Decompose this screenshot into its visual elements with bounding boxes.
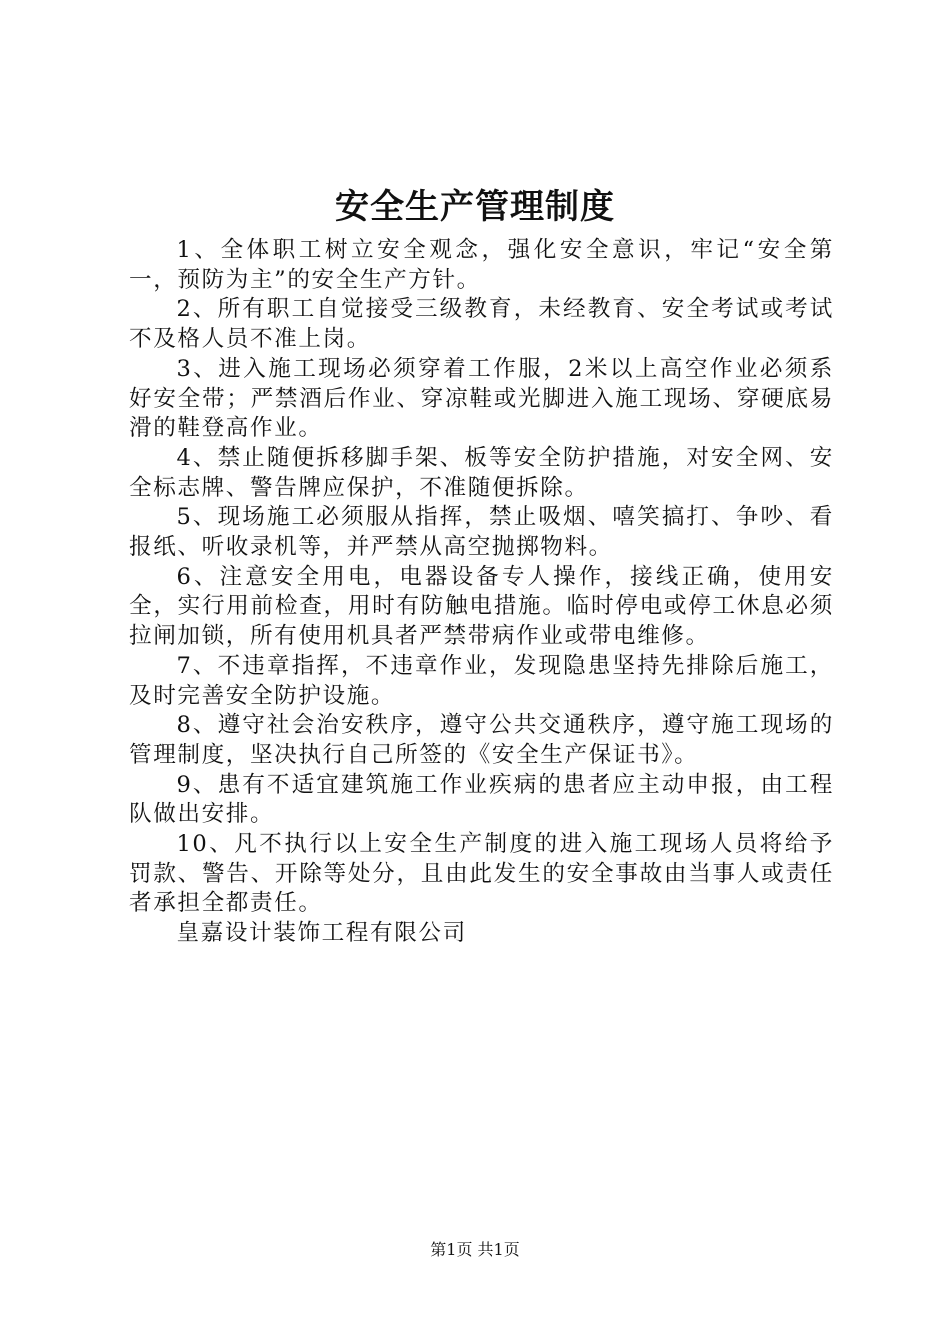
rule-paragraph-2: 2、所有职工自觉接受三级教育，未经教育、安全考试或考试不及格人员不准上岗。 [129,296,834,353]
document-body [129,236,834,949]
page-footer: 第1页 共1页 [430,1240,520,1259]
rule-paragraph-5: 5、现场施工必须服从指挥，禁止吸烟、嘻笑搞打、争吵、看报纸、听收录机等，并严禁从高空抛掷物料。 [129,504,834,561]
company-signature: 皇嘉设计装饰工程有限公司 [176,920,467,947]
rule-paragraph-8: 8、遵守社会治安秩序，遵守公共交通秩序，遵守施工现场的管理制度，坚决执行自己所签的《安全生产保证书》。 [129,712,834,768]
document-title: 安全生产管理制度 [335,187,615,227]
rule-paragraph-6: 6、注意安全用电，电器设备专人操作，接线正确，使用安全，实行用前检查，用时有防触电措施。临时停电或停工休息必须拉闸加锁，所有使用机具者严禁带病作业或带电维修。 [129,563,834,650]
rule-paragraph-1: 1、全体职工树立安全观念，强化安全意识，牢记“安全第一，预防为主”的安全生产方针。 [129,237,834,293]
rule-paragraph-10: 10、凡不执行以上安全生产制度的进入施工现场人员将给予罚款、警告、开除等处分，且由此发生的安全事故由当事人或责任者承担全都责任。 [129,831,834,917]
rule-paragraph-3: 3、进入施工现场必须穿着工作服，2米以上高空作业必须系好安全带；严禁酒后作业、穿凉鞋或光脚进入施工现场、穿硬底易滑的鞋登高作业。 [129,355,834,442]
rule-paragraph-4: 4、禁止随便拆移脚手架、板等安全防护措施，对安全网、安全标志牌、警告牌应保护，不准随便拆除。 [129,444,834,501]
rule-paragraph-9: 9、患有不适宜建筑施工作业疾病的患者应主动申报，由工程队做出安排。 [129,771,834,828]
rule-paragraph-7: 7、不违章指挥，不违章作业，发现隐患坚持先排除后施工，及时完善安全防护设施。 [129,652,834,709]
